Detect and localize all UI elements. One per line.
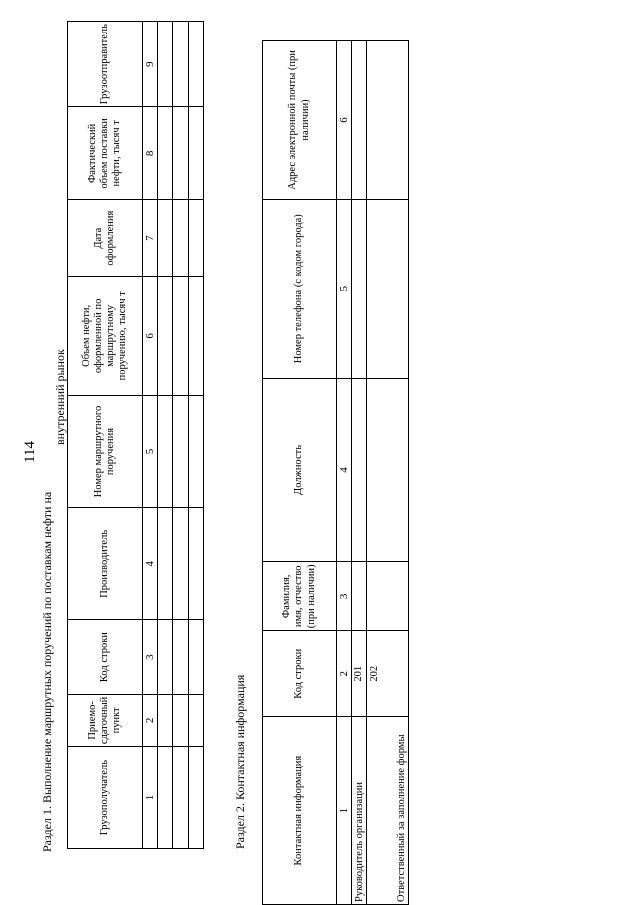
table-cell <box>189 747 204 849</box>
col-row-code: Код строки <box>68 620 143 694</box>
col-number: 3 <box>337 562 352 631</box>
col-number: 8 <box>143 107 158 200</box>
col-number: 5 <box>143 395 158 507</box>
table-cell <box>367 41 409 200</box>
col-number: 1 <box>337 717 352 905</box>
col-number: 7 <box>143 200 158 276</box>
page-number: 114 <box>22 441 38 463</box>
table-cell <box>352 199 367 378</box>
table-cell <box>173 200 189 276</box>
table-cell <box>173 747 189 849</box>
col-position: Должность <box>263 378 337 562</box>
table-cell <box>158 395 173 507</box>
section1-number-row <box>143 22 158 849</box>
table-cell <box>158 694 173 746</box>
table-cell <box>352 378 367 562</box>
table-cell <box>367 378 409 562</box>
table-cell <box>189 620 204 694</box>
table-cell <box>352 562 367 631</box>
col-full-name: Фамилия, имя, отчество (при наличии) <box>263 562 337 631</box>
table-cell <box>173 22 189 107</box>
table-row <box>173 22 189 849</box>
section2-header-row <box>263 41 337 905</box>
section1-header-row <box>68 22 143 849</box>
col-row-code: Код строки <box>263 631 337 717</box>
col-oil-volume: Объем нефти, оформленной по маршрутному поручению, тысяч т <box>68 276 143 395</box>
table-cell <box>158 200 173 276</box>
table-cell <box>173 620 189 694</box>
table-cell <box>158 107 173 200</box>
col-contact-info: Контактная информация <box>263 717 337 905</box>
table-cell <box>173 694 189 746</box>
col-date: Дата оформления <box>68 200 143 276</box>
table-cell <box>189 200 204 276</box>
section2-title: Раздел 2. Контактная информация <box>233 674 247 849</box>
col-number: 4 <box>143 508 158 620</box>
table-cell <box>189 276 204 395</box>
table-cell <box>189 107 204 200</box>
col-delivery-point: Приемо-сдаточный пункт <box>68 694 143 746</box>
col-consignee: Грузополучатель <box>68 747 143 849</box>
section1-title: Раздел 1. Выполнение маршрутных поручений по поставкам нефти на <box>40 491 54 852</box>
table-row <box>158 22 173 849</box>
col-phone: Номер телефона (с кодом города) <box>263 199 337 378</box>
table-row <box>189 22 204 849</box>
table-cell <box>173 107 189 200</box>
table-cell <box>158 22 173 107</box>
col-producer: Производитель <box>68 508 143 620</box>
table-cell <box>158 620 173 694</box>
col-number: 2 <box>143 694 158 746</box>
col-number: 1 <box>143 747 158 849</box>
col-order-number: Номер маршрутного поручения <box>68 395 143 507</box>
col-email: Адрес электронной почты (при наличии) <box>263 41 337 200</box>
section1-table <box>67 21 204 849</box>
row-code: 201 <box>352 631 367 717</box>
col-number: 6 <box>337 41 352 200</box>
col-shipper: Грузоотправитель <box>68 22 143 107</box>
section2-table <box>262 40 409 905</box>
col-number: 3 <box>143 620 158 694</box>
table-cell <box>173 395 189 507</box>
section1-title-continued: внутренний рынок <box>53 349 67 445</box>
col-number: 9 <box>143 22 158 107</box>
table-cell <box>367 199 409 378</box>
table-cell <box>173 276 189 395</box>
table-cell <box>173 508 189 620</box>
table-cell <box>189 694 204 746</box>
col-number: 6 <box>143 276 158 395</box>
row-label: Руководитель организации <box>352 717 367 905</box>
row-label: Ответственный за заполнение формы <box>367 717 409 905</box>
table-cell <box>158 747 173 849</box>
col-actual-volume: Фактический объем поставки нефти, тысяч т <box>68 107 143 200</box>
table-cell <box>189 508 204 620</box>
table-cell <box>189 395 204 507</box>
table-row <box>352 41 367 905</box>
col-number: 2 <box>337 631 352 717</box>
table-cell <box>158 508 173 620</box>
table-cell <box>367 562 409 631</box>
table-cell <box>158 276 173 395</box>
table-cell <box>352 41 367 200</box>
col-number: 5 <box>337 199 352 378</box>
section2-number-row <box>337 41 352 905</box>
col-number: 4 <box>337 378 352 562</box>
row-code: 202 <box>367 631 409 717</box>
table-cell <box>189 22 204 107</box>
table-row <box>367 41 409 905</box>
